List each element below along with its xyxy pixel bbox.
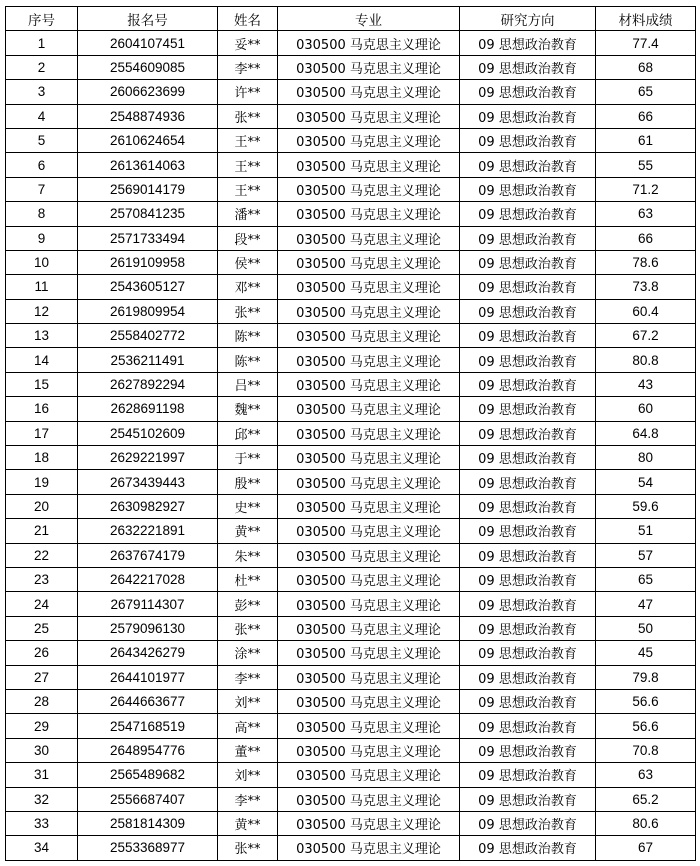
cell-index: 14: [6, 348, 78, 372]
cell-material-score: 63: [596, 763, 696, 787]
cell-material-score: 80.6: [596, 811, 696, 835]
cell-research-direction: 09 思想政治教育: [460, 665, 596, 689]
cell-index: 3: [6, 80, 78, 104]
header-registration-no: 报名号: [78, 7, 218, 31]
cell-registration-no: 2579096130: [78, 616, 218, 640]
table-row: [6, 543, 696, 567]
table-row: [6, 421, 696, 445]
cell-material-score: 43: [596, 372, 696, 396]
table-row: [6, 324, 696, 348]
cell-name: 张**: [218, 836, 278, 860]
cell-name: 邱**: [218, 421, 278, 445]
cell-name: 张**: [218, 104, 278, 128]
cell-index: 22: [6, 543, 78, 567]
cell-registration-no: 2604107451: [78, 31, 218, 55]
cell-research-direction: 09 思想政治教育: [460, 397, 596, 421]
cell-name: 史**: [218, 494, 278, 518]
table-row: [6, 787, 696, 811]
cell-name: 侯**: [218, 250, 278, 274]
cell-name: 于**: [218, 446, 278, 470]
cell-registration-no: 2606623699: [78, 80, 218, 104]
cell-major: 030500 马克思主义理论: [278, 153, 460, 177]
cell-name: 黄**: [218, 519, 278, 543]
cell-material-score: 66: [596, 226, 696, 250]
cell-material-score: 65.2: [596, 787, 696, 811]
cell-material-score: 78.6: [596, 250, 696, 274]
cell-name: 王**: [218, 128, 278, 152]
cell-index: 7: [6, 177, 78, 201]
cell-material-score: 68: [596, 55, 696, 79]
cell-major: 030500 马克思主义理论: [278, 592, 460, 616]
cell-major: 030500 马克思主义理论: [278, 665, 460, 689]
cell-registration-no: 2637674179: [78, 543, 218, 567]
cell-name: 魏**: [218, 397, 278, 421]
cell-index: 25: [6, 616, 78, 640]
cell-research-direction: 09 思想政治教育: [460, 689, 596, 713]
cell-major: 030500 马克思主义理论: [278, 470, 460, 494]
cell-major: 030500 马克思主义理论: [278, 372, 460, 396]
header-research-direction: 研究方向: [460, 7, 596, 31]
cell-registration-no: 2629221997: [78, 446, 218, 470]
table-row: [6, 616, 696, 640]
cell-registration-no: 2628691198: [78, 397, 218, 421]
cell-index: 9: [6, 226, 78, 250]
cell-major: 030500 马克思主义理论: [278, 202, 460, 226]
cell-major: 030500 马克思主义理论: [278, 738, 460, 762]
cell-research-direction: 09 思想政治教育: [460, 104, 596, 128]
cell-material-score: 67: [596, 836, 696, 860]
cell-registration-no: 2536211491: [78, 348, 218, 372]
cell-index: 16: [6, 397, 78, 421]
table-row: [6, 714, 696, 738]
table-row: [6, 689, 696, 713]
cell-major: 030500 马克思主义理论: [278, 104, 460, 128]
cell-research-direction: 09 思想政治教育: [460, 494, 596, 518]
table-row: [6, 446, 696, 470]
cell-name: 李**: [218, 787, 278, 811]
table-row: [6, 519, 696, 543]
cell-index: 10: [6, 250, 78, 274]
cell-registration-no: 2547168519: [78, 714, 218, 738]
table-row: [6, 641, 696, 665]
cell-material-score: 65: [596, 80, 696, 104]
cell-major: 030500 马克思主义理论: [278, 299, 460, 323]
cell-name: 彭**: [218, 592, 278, 616]
cell-research-direction: 09 思想政治教育: [460, 421, 596, 445]
cell-material-score: 51: [596, 519, 696, 543]
cell-index: 32: [6, 787, 78, 811]
cell-index: 31: [6, 763, 78, 787]
cell-name: 刘**: [218, 689, 278, 713]
cell-major: 030500 马克思主义理论: [278, 55, 460, 79]
cell-material-score: 70.8: [596, 738, 696, 762]
table-row: [6, 55, 696, 79]
cell-index: 2: [6, 55, 78, 79]
cell-material-score: 54: [596, 470, 696, 494]
cell-major: 030500 马克思主义理论: [278, 421, 460, 445]
cell-research-direction: 09 思想政治教育: [460, 714, 596, 738]
cell-material-score: 65: [596, 567, 696, 591]
cell-research-direction: 09 思想政治教育: [460, 80, 596, 104]
table-row: [6, 470, 696, 494]
cell-name: 许**: [218, 80, 278, 104]
cell-index: 11: [6, 275, 78, 299]
cell-name: 张**: [218, 616, 278, 640]
table-row: [6, 567, 696, 591]
cell-name: 杜**: [218, 567, 278, 591]
cell-registration-no: 2545102609: [78, 421, 218, 445]
cell-material-score: 67.2: [596, 324, 696, 348]
cell-material-score: 77.4: [596, 31, 696, 55]
cell-major: 030500 马克思主义理论: [278, 714, 460, 738]
header-material-score: 材料成绩: [596, 7, 696, 31]
cell-registration-no: 2556687407: [78, 787, 218, 811]
cell-material-score: 64.8: [596, 421, 696, 445]
cell-name: 邓**: [218, 275, 278, 299]
cell-name: 黄**: [218, 811, 278, 835]
cell-name: 吕**: [218, 372, 278, 396]
cell-major: 030500 马克思主义理论: [278, 616, 460, 640]
cell-material-score: 63: [596, 202, 696, 226]
cell-name: 段**: [218, 226, 278, 250]
cell-name: 潘**: [218, 202, 278, 226]
score-table: [5, 6, 696, 861]
cell-registration-no: 2553368977: [78, 836, 218, 860]
cell-registration-no: 2565489682: [78, 763, 218, 787]
cell-research-direction: 09 思想政治教育: [460, 616, 596, 640]
cell-major: 030500 马克思主义理论: [278, 397, 460, 421]
cell-registration-no: 2679114307: [78, 592, 218, 616]
cell-material-score: 66: [596, 104, 696, 128]
cell-research-direction: 09 思想政治教育: [460, 202, 596, 226]
cell-registration-no: 2558402772: [78, 324, 218, 348]
cell-research-direction: 09 思想政治教育: [460, 592, 596, 616]
cell-name: 陈**: [218, 324, 278, 348]
cell-name: 李**: [218, 55, 278, 79]
cell-major: 030500 马克思主义理论: [278, 494, 460, 518]
cell-index: 5: [6, 128, 78, 152]
cell-index: 15: [6, 372, 78, 396]
cell-major: 030500 马克思主义理论: [278, 348, 460, 372]
cell-research-direction: 09 思想政治教育: [460, 55, 596, 79]
cell-registration-no: 2673439443: [78, 470, 218, 494]
cell-index: 13: [6, 324, 78, 348]
cell-index: 17: [6, 421, 78, 445]
cell-index: 18: [6, 446, 78, 470]
cell-research-direction: 09 思想政治教育: [460, 372, 596, 396]
cell-material-score: 59.6: [596, 494, 696, 518]
table-row: [6, 104, 696, 128]
cell-research-direction: 09 思想政治教育: [460, 446, 596, 470]
cell-name: 妥**: [218, 31, 278, 55]
cell-registration-no: 2581814309: [78, 811, 218, 835]
table-row: [6, 348, 696, 372]
cell-major: 030500 马克思主义理论: [278, 519, 460, 543]
cell-major: 030500 马克思主义理论: [278, 226, 460, 250]
cell-registration-no: 2554609085: [78, 55, 218, 79]
cell-registration-no: 2643426279: [78, 641, 218, 665]
cell-major: 030500 马克思主义理论: [278, 787, 460, 811]
cell-name: 高**: [218, 714, 278, 738]
cell-index: 34: [6, 836, 78, 860]
cell-name: 刘**: [218, 763, 278, 787]
cell-research-direction: 09 思想政治教育: [460, 811, 596, 835]
cell-material-score: 71.2: [596, 177, 696, 201]
cell-major: 030500 马克思主义理论: [278, 80, 460, 104]
cell-major: 030500 马克思主义理论: [278, 641, 460, 665]
cell-material-score: 61: [596, 128, 696, 152]
cell-index: 27: [6, 665, 78, 689]
cell-registration-no: 2613614063: [78, 153, 218, 177]
cell-registration-no: 2619809954: [78, 299, 218, 323]
cell-index: 23: [6, 567, 78, 591]
cell-major: 030500 马克思主义理论: [278, 324, 460, 348]
table-row: [6, 250, 696, 274]
cell-material-score: 57: [596, 543, 696, 567]
cell-research-direction: 09 思想政治教育: [460, 31, 596, 55]
cell-material-score: 60.4: [596, 299, 696, 323]
cell-research-direction: 09 思想政治教育: [460, 519, 596, 543]
cell-major: 030500 马克思主义理论: [278, 836, 460, 860]
cell-index: 30: [6, 738, 78, 762]
table-row: [6, 494, 696, 518]
cell-registration-no: 2571733494: [78, 226, 218, 250]
cell-research-direction: 09 思想政治教育: [460, 543, 596, 567]
cell-research-direction: 09 思想政治教育: [460, 153, 596, 177]
cell-name: 李**: [218, 665, 278, 689]
cell-research-direction: 09 思想政治教育: [460, 348, 596, 372]
cell-registration-no: 2570841235: [78, 202, 218, 226]
cell-name: 涂**: [218, 641, 278, 665]
cell-index: 4: [6, 104, 78, 128]
cell-research-direction: 09 思想政治教育: [460, 226, 596, 250]
cell-material-score: 73.8: [596, 275, 696, 299]
cell-material-score: 47: [596, 592, 696, 616]
cell-registration-no: 2648954776: [78, 738, 218, 762]
cell-material-score: 50: [596, 616, 696, 640]
table-row: [6, 299, 696, 323]
cell-research-direction: 09 思想政治教育: [460, 641, 596, 665]
cell-research-direction: 09 思想政治教育: [460, 738, 596, 762]
header-name: 姓名: [218, 7, 278, 31]
cell-major: 030500 马克思主义理论: [278, 128, 460, 152]
cell-major: 030500 马克思主义理论: [278, 446, 460, 470]
cell-material-score: 79.8: [596, 665, 696, 689]
cell-material-score: 56.6: [596, 714, 696, 738]
table-row: [6, 811, 696, 835]
cell-research-direction: 09 思想政治教育: [460, 324, 596, 348]
cell-material-score: 45: [596, 641, 696, 665]
cell-material-score: 56.6: [596, 689, 696, 713]
table-row: [6, 763, 696, 787]
cell-registration-no: 2548874936: [78, 104, 218, 128]
cell-index: 20: [6, 494, 78, 518]
table-row: [6, 226, 696, 250]
cell-major: 030500 马克思主义理论: [278, 567, 460, 591]
table-row: [6, 836, 696, 860]
cell-index: 19: [6, 470, 78, 494]
table-row: [6, 738, 696, 762]
cell-major: 030500 马克思主义理论: [278, 543, 460, 567]
cell-index: 29: [6, 714, 78, 738]
cell-name: 王**: [218, 153, 278, 177]
cell-name: 董**: [218, 738, 278, 762]
cell-research-direction: 09 思想政治教育: [460, 128, 596, 152]
cell-registration-no: 2627892294: [78, 372, 218, 396]
cell-registration-no: 2644663677: [78, 689, 218, 713]
cell-index: 1: [6, 31, 78, 55]
table-row: [6, 128, 696, 152]
cell-major: 030500 马克思主义理论: [278, 763, 460, 787]
cell-registration-no: 2642217028: [78, 567, 218, 591]
cell-name: 王**: [218, 177, 278, 201]
cell-registration-no: 2610624654: [78, 128, 218, 152]
table-row: [6, 153, 696, 177]
cell-major: 030500 马克思主义理论: [278, 275, 460, 299]
header-major: 专业: [278, 7, 460, 31]
cell-major: 030500 马克思主义理论: [278, 250, 460, 274]
table-row: [6, 592, 696, 616]
cell-index: 12: [6, 299, 78, 323]
cell-research-direction: 09 思想政治教育: [460, 787, 596, 811]
table-row: [6, 80, 696, 104]
cell-material-score: 80: [596, 446, 696, 470]
cell-research-direction: 09 思想政治教育: [460, 250, 596, 274]
cell-index: 21: [6, 519, 78, 543]
cell-name: 陈**: [218, 348, 278, 372]
table-row: [6, 202, 696, 226]
cell-registration-no: 2619109958: [78, 250, 218, 274]
cell-major: 030500 马克思主义理论: [278, 31, 460, 55]
table-row: [6, 372, 696, 396]
table-row: [6, 177, 696, 201]
cell-index: 26: [6, 641, 78, 665]
cell-registration-no: 2569014179: [78, 177, 218, 201]
cell-name: 张**: [218, 299, 278, 323]
cell-research-direction: 09 思想政治教育: [460, 177, 596, 201]
cell-material-score: 60: [596, 397, 696, 421]
cell-registration-no: 2632221891: [78, 519, 218, 543]
cell-research-direction: 09 思想政治教育: [460, 836, 596, 860]
cell-research-direction: 09 思想政治教育: [460, 763, 596, 787]
cell-major: 030500 马克思主义理论: [278, 689, 460, 713]
cell-research-direction: 09 思想政治教育: [460, 299, 596, 323]
table-row: [6, 31, 696, 55]
cell-index: 33: [6, 811, 78, 835]
cell-research-direction: 09 思想政治教育: [460, 567, 596, 591]
cell-index: 24: [6, 592, 78, 616]
table-row: [6, 275, 696, 299]
cell-registration-no: 2630982927: [78, 494, 218, 518]
cell-research-direction: 09 思想政治教育: [460, 275, 596, 299]
cell-registration-no: 2543605127: [78, 275, 218, 299]
table-body: [6, 31, 696, 860]
header-row: [6, 7, 696, 31]
header-index: 序号: [6, 7, 78, 31]
cell-index: 8: [6, 202, 78, 226]
cell-index: 6: [6, 153, 78, 177]
cell-index: 28: [6, 689, 78, 713]
cell-material-score: 55: [596, 153, 696, 177]
cell-major: 030500 马克思主义理论: [278, 177, 460, 201]
cell-major: 030500 马克思主义理论: [278, 811, 460, 835]
cell-material-score: 80.8: [596, 348, 696, 372]
table-row: [6, 665, 696, 689]
cell-name: 殷**: [218, 470, 278, 494]
table-row: [6, 397, 696, 421]
cell-registration-no: 2644101977: [78, 665, 218, 689]
cell-name: 朱**: [218, 543, 278, 567]
cell-research-direction: 09 思想政治教育: [460, 470, 596, 494]
